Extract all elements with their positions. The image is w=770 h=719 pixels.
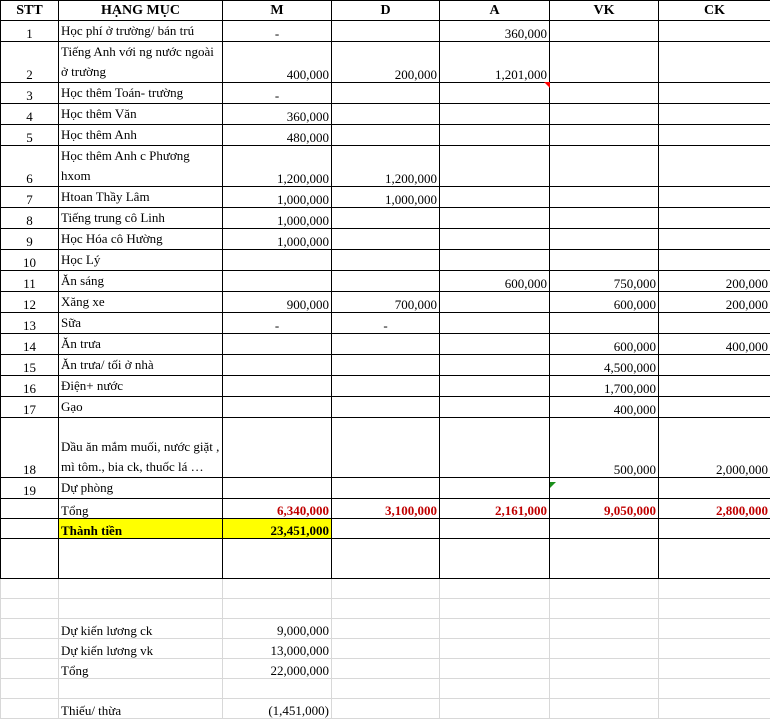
table-row (1, 21, 770, 42)
cell-vk[interactable]: 750,000 (550, 271, 659, 292)
cell-ck[interactable] (659, 659, 770, 679)
cell-item[interactable]: Học thêm Anh c Phương hxom (59, 146, 223, 187)
cell-m[interactable]: - (223, 83, 332, 104)
table-row (1, 271, 770, 292)
cell-stt[interactable]: 14 (1, 334, 59, 355)
cell-a[interactable] (440, 187, 550, 208)
cell-vk[interactable]: 500,000 (550, 418, 659, 478)
cell-vk[interactable] (550, 619, 659, 639)
summary-row (1, 619, 770, 639)
cell-d[interactable] (332, 519, 440, 539)
cell-item[interactable]: Htoan Thầy Lâm (59, 187, 223, 208)
grand-total-row (1, 519, 770, 539)
cell-d[interactable]: - (332, 313, 440, 334)
cell-d[interactable] (332, 271, 440, 292)
cell-a[interactable] (440, 292, 550, 313)
cell-vk[interactable] (550, 478, 659, 499)
total-vk[interactable]: 9,050,000 (550, 499, 659, 519)
table-row (1, 83, 770, 104)
cell-stt[interactable] (1, 499, 59, 519)
cell-ck[interactable] (659, 699, 770, 719)
cell-vk[interactable] (550, 187, 659, 208)
cell-m[interactable]: 400,000 (223, 42, 332, 83)
cell-vk[interactable]: 600,000 (550, 334, 659, 355)
cell-a[interactable] (440, 599, 550, 619)
cell-stt[interactable]: 12 (1, 292, 59, 313)
cell-vk[interactable] (550, 21, 659, 42)
cell-stt[interactable] (1, 659, 59, 679)
cell-item[interactable]: Tiếng trung cô Linh (59, 208, 223, 229)
cell-item[interactable]: Học thêm Văn (59, 104, 223, 125)
cell-stt[interactable] (1, 579, 59, 599)
cell-m[interactable]: 360,000 (223, 104, 332, 125)
table-row (1, 104, 770, 125)
cell-item[interactable]: Dự phòng (59, 478, 223, 499)
header-vk[interactable]: VK (550, 1, 659, 21)
cell-stt[interactable] (1, 519, 59, 539)
table-row (1, 397, 770, 418)
cell-stt[interactable]: 11 (1, 271, 59, 292)
cell-d[interactable] (332, 599, 440, 619)
cell-vk[interactable] (550, 539, 659, 579)
cell-a[interactable]: 600,000 (440, 271, 550, 292)
blank-row-value[interactable] (223, 599, 332, 619)
cell-stt[interactable]: 5 (1, 125, 59, 146)
cell-vk[interactable] (550, 659, 659, 679)
cell-vk[interactable] (550, 125, 659, 146)
header-row (1, 1, 770, 21)
cell-item[interactable]: Ăn trưa/ tối ở nhà (59, 355, 223, 376)
header-item[interactable]: HẠNG MỤC (59, 1, 223, 21)
cell-ck[interactable] (659, 639, 770, 659)
cell-a[interactable] (440, 250, 550, 271)
cell-d[interactable] (332, 104, 440, 125)
cell-item[interactable]: Điện+ nước (59, 376, 223, 397)
cell-ck[interactable] (659, 21, 770, 42)
blank-row (1, 579, 770, 599)
cell-m[interactable] (223, 397, 332, 418)
table-row (1, 334, 770, 355)
cell-stt[interactable] (1, 619, 59, 639)
table-row (1, 146, 770, 187)
cell-a[interactable] (440, 334, 550, 355)
cell-stt[interactable] (1, 539, 59, 579)
cell-stt[interactable]: 1 (1, 21, 59, 42)
cell-item[interactable]: Xăng xe (59, 292, 223, 313)
cell-ck[interactable] (659, 599, 770, 619)
empty-row (1, 539, 770, 579)
cell-ck[interactable] (659, 519, 770, 539)
cell-item[interactable]: Học Hóa cô Hường (59, 229, 223, 250)
cell-d[interactable] (332, 250, 440, 271)
header-m[interactable]: M (223, 1, 332, 21)
cell-a[interactable] (440, 659, 550, 679)
cell-vk[interactable]: 600,000 (550, 292, 659, 313)
cell-stt[interactable]: 4 (1, 104, 59, 125)
cell-stt[interactable] (1, 599, 59, 619)
cell-item[interactable]: Học thêm Anh (59, 125, 223, 146)
cell-d[interactable] (332, 208, 440, 229)
cell-d[interactable]: 700,000 (332, 292, 440, 313)
table-row (1, 125, 770, 146)
cell-m[interactable] (223, 418, 332, 478)
cell-item[interactable]: Ăn trưa (59, 334, 223, 355)
cell-stt[interactable]: 9 (1, 229, 59, 250)
cell-stt[interactable]: 13 (1, 313, 59, 334)
cell-a[interactable] (440, 519, 550, 539)
cell-a[interactable] (440, 397, 550, 418)
grand-total-value[interactable]: 23,451,000 (223, 519, 332, 539)
cell-ck[interactable] (659, 229, 770, 250)
cell-d[interactable]: 200,000 (332, 42, 440, 83)
cell-vk[interactable] (550, 639, 659, 659)
table-row (1, 42, 770, 83)
cell-stt[interactable]: 2 (1, 42, 59, 83)
cell-ck[interactable]: 400,000 (659, 334, 770, 355)
cell-a[interactable] (440, 355, 550, 376)
cell-stt[interactable]: 10 (1, 250, 59, 271)
cell-a[interactable] (440, 478, 550, 499)
cell-d[interactable] (332, 478, 440, 499)
header-stt[interactable]: STT (1, 1, 59, 21)
cell-vk[interactable]: 4,500,000 (550, 355, 659, 376)
blank-row-value[interactable] (223, 579, 332, 599)
cell-item[interactable]: Học phí ở trường/ bán trú (59, 21, 223, 42)
cell-m[interactable]: 1,200,000 (223, 146, 332, 187)
cell-stt[interactable]: 19 (1, 478, 59, 499)
cell-stt[interactable]: 7 (1, 187, 59, 208)
comment-indicator-icon[interactable] (544, 82, 550, 88)
cell-a[interactable]: 1,201,000 (440, 42, 550, 83)
cell-m[interactable]: 1,000,000 (223, 187, 332, 208)
cell-vk[interactable] (550, 699, 659, 719)
total-m[interactable]: 6,340,000 (223, 499, 332, 519)
cell-d[interactable] (332, 418, 440, 478)
cell-a[interactable] (440, 639, 550, 659)
cell-stt[interactable]: 18 (1, 418, 59, 478)
cell-ck[interactable] (659, 146, 770, 187)
balance-row (1, 699, 770, 719)
cell-ck[interactable]: 200,000 (659, 292, 770, 313)
cell-d[interactable] (332, 376, 440, 397)
cell-item[interactable]: Sữa (59, 313, 223, 334)
cell-stt[interactable]: 15 (1, 355, 59, 376)
table-row (1, 250, 770, 271)
balance-row-label[interactable]: Thiếu/ thừa (59, 699, 223, 719)
cell-m[interactable]: 1,000,000 (223, 229, 332, 250)
cell-stt[interactable] (1, 699, 59, 719)
total-ck[interactable]: 2,800,000 (659, 499, 770, 519)
cell-m[interactable] (223, 334, 332, 355)
cell-vk[interactable] (550, 146, 659, 187)
cell-ck[interactable] (659, 187, 770, 208)
summary-row-value[interactable]: 9,000,000 (223, 619, 332, 639)
cell-a[interactable] (440, 539, 550, 579)
cell-item[interactable]: Học thêm Toán- trường (59, 83, 223, 104)
cell-m[interactable]: 1,000,000 (223, 208, 332, 229)
cell-vk[interactable]: 400,000 (550, 397, 659, 418)
cell-m[interactable]: - (223, 21, 332, 42)
cell-d[interactable] (332, 355, 440, 376)
summary-row-value[interactable]: 13,000,000 (223, 639, 332, 659)
cell-a[interactable] (440, 376, 550, 397)
cell-a[interactable] (440, 146, 550, 187)
cell-ck[interactable] (659, 579, 770, 599)
cell-d[interactable] (332, 699, 440, 719)
cell-item[interactable]: Học Lý (59, 250, 223, 271)
cell-a[interactable] (440, 125, 550, 146)
cell-item[interactable]: Dầu ăn mắm muối, nước giặt , mì tôm., bia ck, thuốc lá … (59, 418, 223, 478)
balance-row-value[interactable]: (1,451,000) (223, 699, 332, 719)
cell-m[interactable]: 900,000 (223, 292, 332, 313)
cell-d[interactable] (332, 125, 440, 146)
cell-a[interactable] (440, 619, 550, 639)
cell-a[interactable] (440, 699, 550, 719)
table-row (1, 229, 770, 250)
cell-ck[interactable] (659, 313, 770, 334)
cell-a[interactable] (440, 208, 550, 229)
cell-ck[interactable] (659, 397, 770, 418)
cell-m[interactable] (223, 250, 332, 271)
cell-d[interactable] (332, 397, 440, 418)
cell-vk[interactable] (550, 229, 659, 250)
cell-a[interactable] (440, 83, 550, 104)
summary-row-label[interactable]: Dự kiến lương ck (59, 619, 223, 639)
table-row (1, 208, 770, 229)
cell-stt[interactable] (1, 639, 59, 659)
header-d[interactable]: D (332, 1, 440, 21)
cell-d[interactable]: 1,000,000 (332, 187, 440, 208)
cell-stt[interactable]: 3 (1, 83, 59, 104)
summary-row-label[interactable]: Dự kiến lương vk (59, 639, 223, 659)
cell-stt[interactable]: 16 (1, 376, 59, 397)
cell-item[interactable]: Tiếng Anh với ng nước ngoài ở trường (59, 42, 223, 83)
cell-item[interactable]: Ăn sáng (59, 271, 223, 292)
cell-item[interactable]: Gạo (59, 397, 223, 418)
cell-a[interactable] (440, 418, 550, 478)
cell-vk[interactable] (550, 208, 659, 229)
cell-ck[interactable] (659, 125, 770, 146)
cell-d[interactable] (332, 639, 440, 659)
cell-ck[interactable]: 2,000,000 (659, 418, 770, 478)
cell-d[interactable] (332, 539, 440, 579)
cell-vk[interactable] (550, 83, 659, 104)
cell-stt[interactable]: 6 (1, 146, 59, 187)
cell-vk[interactable] (550, 250, 659, 271)
cell-d[interactable] (332, 659, 440, 679)
error-indicator-icon[interactable] (550, 482, 556, 488)
cell-m[interactable] (223, 539, 332, 579)
cell-vk[interactable]: 1,700,000 (550, 376, 659, 397)
cell-ck[interactable] (659, 42, 770, 83)
summary-row-label[interactable]: Tổng (59, 659, 223, 679)
cell-a[interactable] (440, 579, 550, 599)
cell-item[interactable] (59, 539, 223, 579)
cell-d[interactable] (332, 334, 440, 355)
total-d[interactable]: 3,100,000 (332, 499, 440, 519)
cell-m[interactable] (223, 478, 332, 499)
cell-a[interactable]: 360,000 (440, 21, 550, 42)
cell-ck[interactable] (659, 478, 770, 499)
cell-m[interactable] (223, 376, 332, 397)
cell-ck[interactable] (659, 619, 770, 639)
cell-ck[interactable] (659, 104, 770, 125)
cell-m[interactable]: - (223, 313, 332, 334)
cell-vk[interactable] (550, 519, 659, 539)
cell-vk[interactable] (550, 579, 659, 599)
cell-m[interactable]: 480,000 (223, 125, 332, 146)
cell-m[interactable] (223, 355, 332, 376)
cell-ck[interactable] (659, 355, 770, 376)
table-row (1, 292, 770, 313)
blank-row-label[interactable] (59, 599, 223, 619)
cell-vk[interactable] (550, 599, 659, 619)
total-row (1, 499, 770, 519)
header-a[interactable]: A (440, 1, 550, 21)
header-ck[interactable]: CK (659, 1, 770, 21)
cell-stt[interactable]: 8 (1, 208, 59, 229)
cell-vk[interactable] (550, 42, 659, 83)
summary-row (1, 659, 770, 679)
cell-d[interactable] (332, 579, 440, 599)
table-row (1, 187, 770, 208)
table-row (1, 478, 770, 499)
cell-ck[interactable] (659, 539, 770, 579)
cell-d[interactable] (332, 21, 440, 42)
total-a[interactable]: 2,161,000 (440, 499, 550, 519)
cell-m[interactable] (223, 271, 332, 292)
cell-ck[interactable] (659, 250, 770, 271)
cell-vk[interactable] (550, 313, 659, 334)
budget-table-body (1, 1, 770, 719)
cell-d[interactable] (332, 619, 440, 639)
cell-ck[interactable]: 200,000 (659, 271, 770, 292)
blank-row (1, 599, 770, 619)
summary-row-value[interactable]: 22,000,000 (223, 659, 332, 679)
cell-a[interactable] (440, 313, 550, 334)
table-row (1, 355, 770, 376)
summary-row (1, 639, 770, 659)
cell-ck[interactable] (659, 83, 770, 104)
cell-ck[interactable] (659, 208, 770, 229)
cell-ck[interactable] (659, 376, 770, 397)
cell-a[interactable] (440, 229, 550, 250)
table-row (1, 418, 770, 478)
cell-vk[interactable] (550, 104, 659, 125)
cell-stt[interactable]: 17 (1, 397, 59, 418)
cell-d[interactable] (332, 229, 440, 250)
table-row (1, 376, 770, 397)
grand-total-label[interactable]: Thành tiền (59, 519, 223, 539)
total-label[interactable]: Tổng (59, 499, 223, 519)
cell-a[interactable] (440, 104, 550, 125)
cell-d[interactable] (332, 83, 440, 104)
blank-row-label[interactable] (59, 579, 223, 599)
cell-d[interactable]: 1,200,000 (332, 146, 440, 187)
table-row (1, 313, 770, 334)
